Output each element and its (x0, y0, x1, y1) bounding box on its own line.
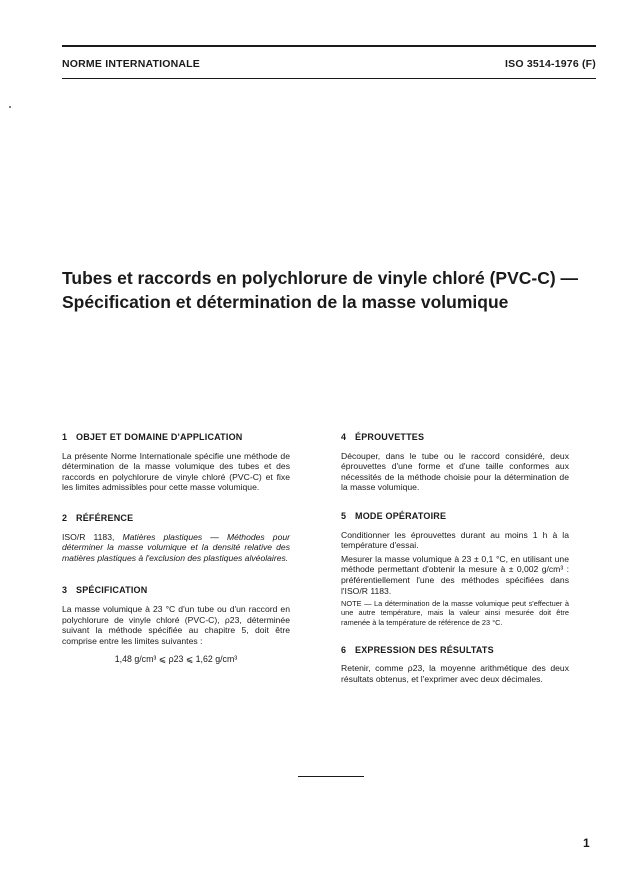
right-column (341, 432, 569, 689)
section-2-body: ISO/R 1183, Matières plastiques — Méthodes pour déterminer la masse volumique et la densité relative des matières plastiques à l'exclusion des plastiques alvéolaires. (62, 531, 290, 563)
section-5-paragraph-2: Mesurer la masse volumique à 23 ± 0,1 °C, en utilisant une méthode permettant d'obtenir la mesure à ± 0,002 g/cm³ : préférentiellement l'une des méthodes spécifiées dans l'ISO/R 1183. (341, 553, 569, 596)
section-6-heading: 6 EXPRESSION DES RÉSULTATS (341, 644, 494, 655)
section-4-heading: 4 ÉPROUVETTES (341, 432, 425, 442)
section-3-heading: 3 SPÉCIFICATION (62, 585, 148, 596)
section-2 (62, 513, 290, 563)
page-number: 1 (583, 836, 590, 850)
margin-dot (9, 106, 11, 108)
title-line-1: Tubes et raccords en polychlorure de vinyle chloré (PVC-C) — (62, 268, 579, 288)
section-5-paragraph-1: Conditionner les éprouvettes durant au moins 1 h à la température d'essai. (341, 529, 569, 551)
section-1 (62, 432, 290, 493)
section-4-body: Découper, dans le tube ou le raccord considéré, deux éprouvettes d'une forme et d'une taille conformes aux nécessités de la méthode choisie pour la détermination de la masse volumique. (341, 450, 569, 493)
section-1-heading: 1 OBJET ET DOMAINE D'APPLICATION (62, 432, 243, 442)
section-4 (341, 432, 569, 493)
title-line-2: Spécification et détermination de la masse volumique (62, 292, 509, 312)
section-2-heading: 2 RÉFÉRENCE (62, 512, 134, 523)
header-right: ISO 3514-1976 (F) (505, 58, 596, 70)
header-left: NORME INTERNATIONALE (62, 58, 200, 70)
section-3 (62, 585, 290, 665)
section-5-heading: 5 MODE OPÉRATOIRE (341, 510, 447, 521)
density-formula: 1,48 g/cm³ ⩽ ρ23 ⩽ 1,62 g/cm³ (114, 654, 238, 665)
document-title (62, 266, 602, 314)
section-5 (341, 511, 569, 627)
footer-rule (298, 776, 364, 777)
left-column (62, 432, 290, 665)
header-rule (62, 78, 596, 79)
section-3-body: La masse volumique à 23 °C d'un tube ou d'un raccord en polychlorure de vinyle chloré (PVC-C), ρ23, déterminée suivant la méthode spécifiée au chapitre 5, doit être comprise entre les limites suivantes : (62, 603, 290, 646)
section-1-body: La présente Norme Internationale spécifie une méthode de détermination de la masse volumique des tubes et des raccords en polychlorure de vinyle chloré (PVC-C) et fixe les limites admissibles pour cette masse volumique. (62, 450, 290, 493)
section-6-body: Retenir, comme ρ23, la moyenne arithmétique des deux résultats obtenus, et l'exprimer avec deux décimales. (341, 663, 569, 684)
section-5-note: NOTE — La détermination de la masse volumique peut s'effectuer à une autre température, mais la valeur ainsi mesurée doit être ramenée à la température de référence de 23 °C. (341, 599, 569, 627)
top-rule (62, 45, 596, 47)
section-6 (341, 645, 569, 685)
